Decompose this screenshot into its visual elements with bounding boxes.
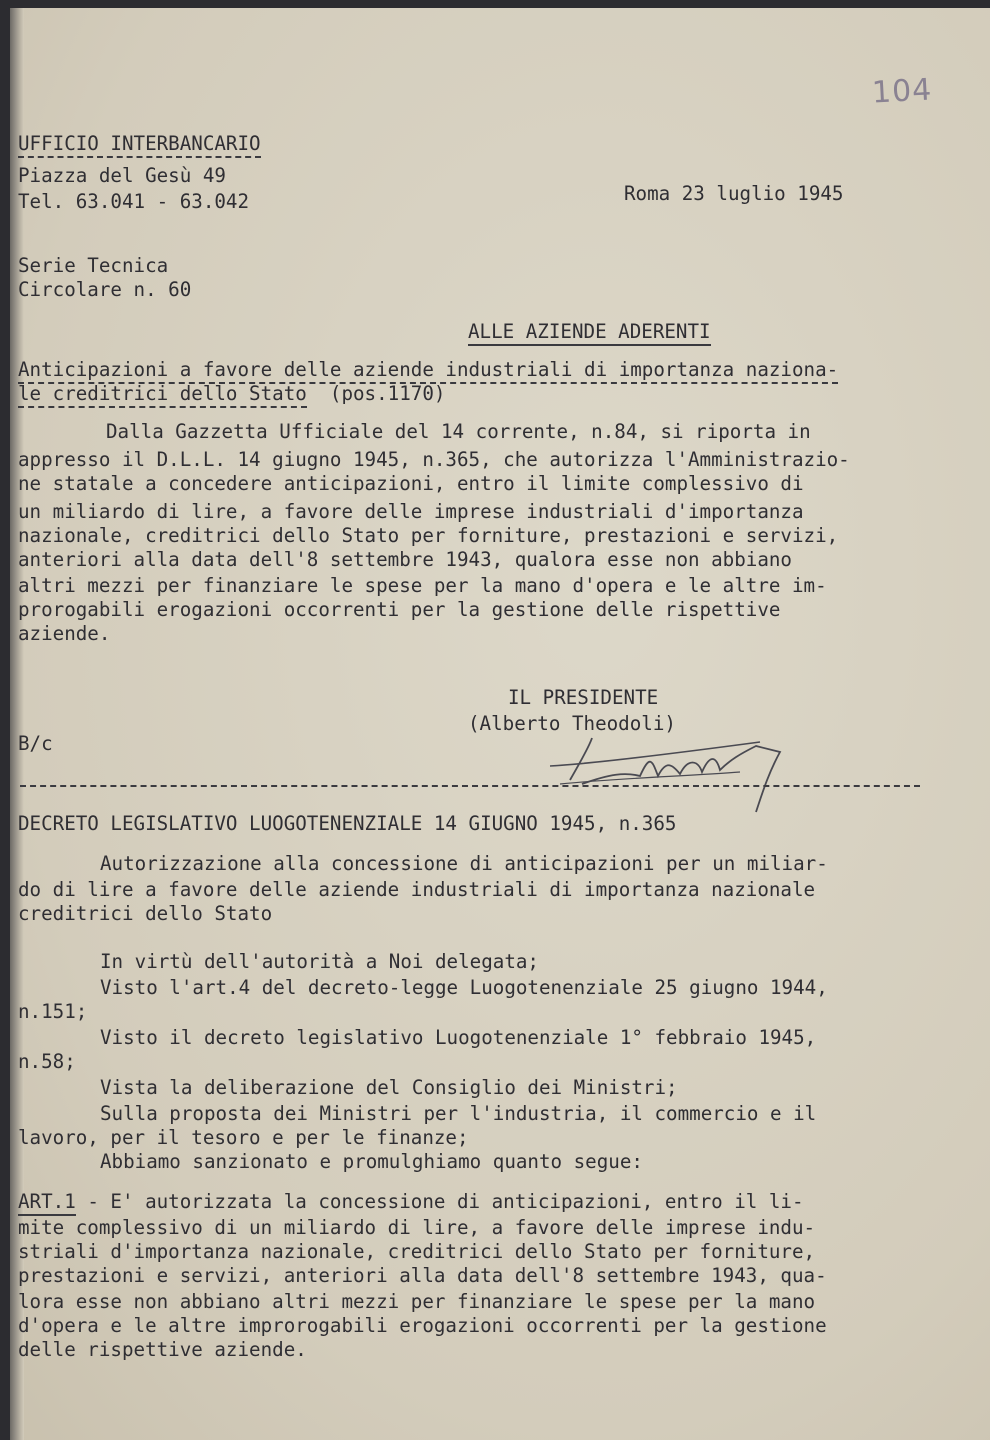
body-line: ne statale a concedere anticipazioni, entro il limite complessivo di bbox=[18, 472, 804, 495]
signature-title: IL PRESIDENTE bbox=[508, 686, 659, 709]
article-line: delle rispettive aziende. bbox=[18, 1338, 307, 1361]
decree-title-line: do di lire a favore delle aziende industriali di importanza nazionale bbox=[18, 878, 816, 901]
body-line: prorogabili erogazioni occorrenti per la gestione delle rispettive bbox=[18, 598, 781, 621]
article-1-line bbox=[18, 1190, 804, 1214]
office-address: Piazza del Gesù 49 bbox=[18, 164, 226, 187]
reference-initials: B/c bbox=[18, 732, 53, 755]
signature-name: (Alberto Theodoli) bbox=[468, 712, 676, 735]
page-number: 104 bbox=[871, 72, 934, 111]
body-line: anteriori alla data dell'8 settembre 1943, qualora esse non abbiano bbox=[18, 548, 792, 571]
preamble-line: Visto l'art.4 del decreto-legge Luogotenenziale 25 giugno 1944, bbox=[100, 976, 828, 999]
preamble-line: n.58; bbox=[18, 1050, 76, 1073]
office-telephone: Tel. 63.041 - 63.042 bbox=[18, 190, 250, 213]
subject-position: (pos.1170) bbox=[329, 382, 446, 405]
article-line: striali d'importanza nazionale, creditrici dello Stato per forniture, bbox=[18, 1240, 816, 1263]
preamble-line: Abbiamo sanzionato e promulghiamo quanto segue: bbox=[100, 1150, 643, 1173]
circular-number: Circolare n. 60 bbox=[18, 278, 192, 301]
preamble-line: n.151; bbox=[18, 1000, 88, 1023]
body-line: un miliardo di lire, a favore delle imprese industriali d'importanza bbox=[18, 500, 804, 523]
preamble-line: Visto il decreto legislativo Luogotenenziale 1° febbraio 1945, bbox=[100, 1026, 817, 1049]
article-line: prestazioni e servizi, anteriori alla data dell'8 settembre 1943, qua- bbox=[18, 1264, 827, 1287]
body-line: appresso il D.L.L. 14 giugno 1945, n.365, che autorizza l'Amministrazio- bbox=[18, 448, 850, 471]
decree-title-line: Autorizzazione alla concessione di anticipazioni per un miliar- bbox=[100, 852, 828, 875]
body-line: altri mezzi per finanziare le spese per la mano d'opera e le altre im- bbox=[18, 574, 827, 597]
article-line: lora esse non abbiano altri mezzi per finanziare le spese per la mano bbox=[18, 1290, 816, 1313]
handwritten-signature bbox=[530, 714, 810, 814]
subject-line-2-text: le creditrici dello Stato bbox=[18, 382, 307, 408]
decree-title-line: creditrici dello Stato bbox=[18, 902, 273, 925]
date-place: Roma 23 luglio 1945 bbox=[624, 182, 844, 205]
office-name-text: UFFICIO INTERBANCARIO bbox=[18, 132, 261, 158]
article-1-text: - E' autorizzata la concessione di anticipazioni, entro il li- bbox=[75, 1190, 804, 1213]
recipients-heading bbox=[468, 320, 711, 344]
document-page bbox=[10, 8, 990, 1440]
preamble-line: lavoro, per il tesoro e per le finanze; bbox=[18, 1126, 469, 1149]
subject-line-1-text: Anticipazioni a favore delle aziende industriali di importanza naziona- bbox=[18, 358, 838, 384]
section-divider bbox=[20, 785, 920, 787]
subject-line-1 bbox=[18, 358, 838, 382]
office-name bbox=[18, 132, 261, 156]
body-line: Dalla Gazzetta Ufficiale del 14 corrente, n.84, si riporta in bbox=[106, 420, 811, 443]
article-line: d'opera e le altre improrogabili erogazioni occorrenti per la gestione bbox=[18, 1314, 827, 1337]
recipients-text: ALLE AZIENDE ADERENTI bbox=[468, 320, 711, 346]
decree-heading: DECRETO LEGISLATIVO LUOGOTENENZIALE 14 GIUGNO 1945, n.365 bbox=[18, 812, 677, 835]
preamble-line: In virtù dell'autorità a Noi delegata; bbox=[100, 950, 539, 973]
article-line: mite complessivo di un miliardo di lire, a favore delle imprese indu- bbox=[18, 1216, 816, 1239]
body-line: nazionale, creditrici dello Stato per forniture, prestazioni e servizi, bbox=[18, 524, 839, 547]
series-label: Serie Tecnica bbox=[18, 254, 169, 277]
article-1-label: ART.1 bbox=[18, 1190, 76, 1216]
subject-line-2 bbox=[18, 382, 445, 406]
preamble-line: Vista la deliberazione del Consiglio dei Ministri; bbox=[100, 1076, 678, 1099]
body-line: aziende. bbox=[18, 622, 111, 645]
preamble-line: Sulla proposta dei Ministri per l'industria, il commercio e il bbox=[100, 1102, 817, 1125]
